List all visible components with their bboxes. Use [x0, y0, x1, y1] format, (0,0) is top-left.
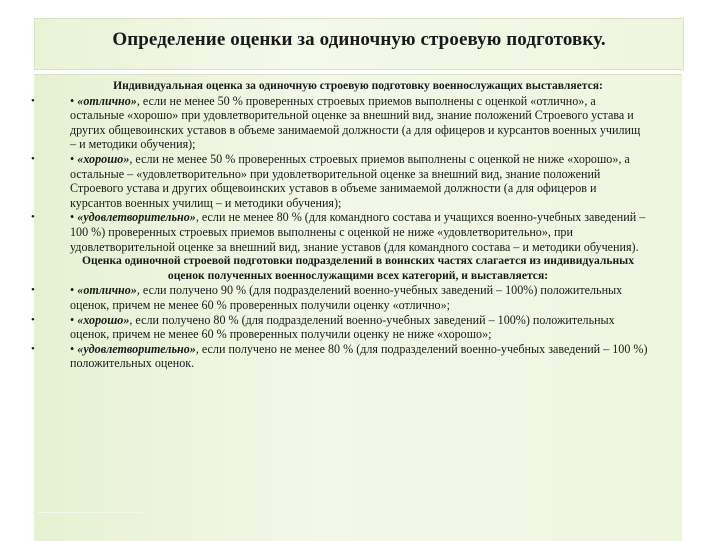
section1-heading: Индивидуальная оценка за одиночную строевую подготовку военнослужащих выставляется:: [113, 79, 603, 92]
bullet-icon: •: [31, 342, 35, 355]
grade-term: «хорошо»: [77, 312, 130, 327]
divider: [38, 512, 142, 513]
grade-term: «удовлетворительно»: [77, 341, 196, 356]
item-prefix: •: [70, 283, 78, 298]
list-item: [31, 341, 682, 371]
bullet-icon: •: [31, 313, 35, 326]
grade-term: «отлично»: [77, 283, 137, 298]
item-text: , если получено 90 % (для подразделений военно-учебных заведений – 100%) положительных оценок, причем не менее 60 % проверенных получили оценку «отлично»;: [70, 283, 623, 312]
item-text: , если не менее 50 % проверенных строевых приемов выполнены с оценкой не ниже «хорошо», а остальные – «удовлетворительно» при удовлетворительной оценке за внешний вид, знание положений Строевого устава и других общевоинских уставов в объеме занимаемой должности (а для офицеров и курсантов военных училищ – и методики обучения);: [70, 151, 630, 210]
grade-term: «отлично»: [77, 93, 137, 108]
list-item: [31, 312, 682, 342]
grade-term: «хорошо»: [77, 151, 130, 166]
bullet-icon: •: [31, 284, 35, 297]
item-prefix: •: [70, 341, 78, 356]
slide-title: Определение оценки за одиночную строевую подготовку.: [112, 29, 606, 50]
item-prefix: •: [70, 151, 78, 166]
bullet-icon: •: [31, 211, 35, 224]
item-prefix: •: [70, 210, 78, 225]
list-item: [31, 210, 682, 254]
list-item: [31, 151, 682, 210]
grade-term: «удовлетворительно»: [77, 210, 196, 225]
list-item: [31, 93, 682, 152]
section2-heading: Оценка одиночной строевой подготовки подразделений в воинских частях слагается из индивидуальных оценок полученных военнослужащими всех категорий, и выставляется:: [81, 254, 635, 282]
content-body: [31, 79, 682, 371]
list-item: [31, 283, 682, 312]
bullet-icon: •: [31, 94, 35, 107]
title-panel: [34, 18, 684, 70]
item-prefix: •: [70, 312, 78, 327]
item-prefix: •: [70, 93, 78, 108]
item-text: , если не менее 50 % проверенных строевых приемов выполнены с оценкой «отлично», а остальные «хорошо» при удовлетворительной оценке за внешний вид, знание положений Строевого устава и других общевоинских уставов в объеме занимаемой должности (а для офицеров и курсантов военных училищ – и методики обучения);: [70, 93, 641, 152]
content-panel: [31, 74, 682, 541]
bullet-icon: •: [31, 152, 35, 165]
item-text: , если не менее 80 % (для командного состава и учащихся военно-учебных заведений – 100 %) проверенных строевых приемов выполнены с оценкой не ниже «удовлетворительно», при удовлетворительной оценке за внешний вид, знание уставов (для командного состава – и методики обучения).: [70, 210, 646, 254]
item-text: , если получено 80 % (для подразделений военно-учебных заведений – 100%) положительных оценок, причем не менее 60 % проверенных получили оценку не ниже «хорошо»;: [70, 312, 615, 342]
item-text: , если получено не менее 80 % (для подразделений военно-учебных заведений – 100 %) положительных оценок.: [70, 341, 648, 371]
